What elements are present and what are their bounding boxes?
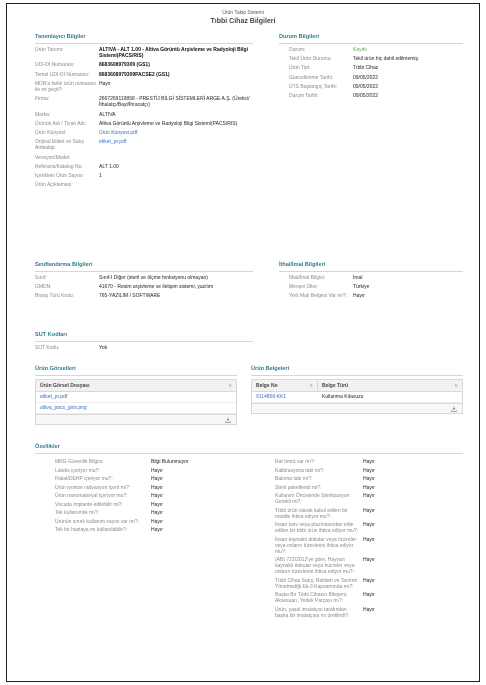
feature-row (55, 459, 275, 465)
feature-row (275, 508, 463, 520)
gorseller-section (35, 366, 237, 425)
tanimlayici-row (35, 173, 253, 179)
tanimlayici-row (35, 182, 253, 188)
feature-row (275, 578, 463, 590)
tanimlayici-section (35, 34, 253, 191)
field-label: İthal/İmal Bilgisi: (289, 275, 326, 281)
feature-label: Ürün iyonize radyasyon içerir mi?: (55, 484, 131, 491)
feature-value: Bilgi Bulunmuyor (151, 459, 189, 465)
sut-section (35, 332, 253, 354)
tanimlayici-row (35, 121, 253, 127)
feature-row (275, 476, 463, 482)
feature-label: Ftalat/DEHP içeriyor mu?: (55, 476, 113, 482)
table-row (36, 392, 236, 403)
field-label: Güncellenme Tarihi: (289, 74, 334, 81)
tanimlayici-row (35, 139, 253, 151)
section-title: Ürün Belgeleri (251, 366, 463, 376)
field-label: Orijinal Etiket ve Satış Ambalajı: (35, 139, 84, 152)
field-value: 765-YAZILIM / SOFTWARE (99, 293, 161, 300)
field-value: 8683608979309PACSE2 (GS1) (99, 71, 170, 78)
tanimlayici-row (35, 130, 253, 136)
feature-row (275, 468, 463, 474)
sort-icon: ⇅ (228, 382, 232, 388)
siniflandirma-row (35, 275, 253, 281)
field-value (99, 155, 253, 161)
system-subtitle: Ürün Takip Sistemi (222, 10, 264, 16)
feature-row (55, 527, 275, 533)
tanimlayici-row (35, 155, 253, 161)
document-type: Kullanma Kılavuzu (322, 394, 364, 400)
tanimlayici-row (35, 96, 253, 108)
feature-row (275, 522, 463, 534)
field-label: Branş Türü Kodu: (35, 293, 75, 300)
field-label: Ürün Künyesi: (35, 130, 67, 137)
field-value: 8683608979309 (GS1) (99, 62, 150, 69)
feature-value: Hayır (363, 522, 375, 528)
feature-row (55, 510, 275, 516)
image-file-link[interactable]: altiva_pacs_giris.png (40, 405, 87, 411)
feature-label: Başka Bir Tıbbi Cihazın Bileşeni, Aksesuarı, Yedek Parçası mı?: (275, 592, 348, 604)
feature-row (275, 557, 463, 575)
field-value: ALTIVA (99, 111, 116, 118)
feature-value: Hayır (151, 493, 163, 499)
field-label: Referans/Katalog No: (35, 163, 83, 170)
field-value: 09/05/2022 (353, 83, 379, 90)
feature-label: Tek bir hastaya mı kullanılabilir?: (55, 527, 128, 533)
field-value: Hayır (353, 293, 365, 300)
durum-row (289, 47, 463, 53)
feature-label: Lateks içeriyor mu?: (55, 467, 100, 474)
tanimlayici-row (35, 62, 253, 68)
ithal-section (279, 262, 463, 303)
table-footer (251, 404, 463, 414)
field-label: Ürün Tanımı: (35, 47, 64, 53)
field-value: 1 (99, 173, 102, 180)
feature-label: İnsan kanı veya plazmasından elde edilen bir tıbbi ürün ihtiva ediyor mu?: (275, 522, 359, 534)
feature-value: Hayır (151, 484, 163, 491)
feature-value: Hayır (151, 476, 163, 482)
feature-row (275, 592, 463, 604)
table-footer (35, 415, 237, 425)
feature-label: İnsan kaynaklı dokular veya hücreler veya onların türevlerini ihtiva ediyor mu?: (275, 536, 357, 555)
field-label: UDI-DI Numarası: (35, 62, 75, 69)
ithal-row (289, 293, 463, 299)
feature-row (275, 607, 463, 619)
siniflandirma-row (35, 284, 253, 290)
download-icon[interactable] (451, 406, 457, 412)
field-label: Marka: (35, 111, 51, 118)
field-label: SUT Kodu: (35, 345, 60, 351)
feature-row (55, 502, 275, 508)
field-label: Ürün Tipi: (289, 65, 311, 72)
file-link[interactable]: etiket_pr.pdf (99, 139, 127, 146)
feature-row (275, 537, 463, 555)
field-label: Menşei Ülke: (289, 284, 318, 291)
section-title: Durum Bilgileri (279, 34, 463, 44)
feature-label: Tıbbi Cihaz Satış, Reklam ve Tanıtım Yönetmeliği Ek-3 Kapsamında mı?: (275, 577, 358, 590)
table-row (252, 392, 462, 403)
ithal-row (289, 284, 463, 290)
feature-label: Kullanım Öncesinde Sterilizasyon Gerekli mi?: (275, 493, 350, 505)
column-header-belge-turu[interactable]: Belge Türü ⇅ (322, 382, 458, 389)
table-header (252, 380, 462, 392)
tanimlayici-row (35, 164, 253, 170)
feature-label: Ürünün sınırlı kullanım sayısı var mı?: (55, 518, 139, 525)
field-value: 09/05/2022 (353, 74, 379, 81)
table-header (36, 380, 236, 392)
field-value: 2667269119858 - PRESTİJ BİLGİ SİSTEMLERİ ARGE A.Ş. (Üretici/İthalatçı/Bayi/İhracatçı) (99, 96, 250, 109)
field-label: Versiyon/Model: (35, 154, 71, 161)
feature-value: Hayır (363, 606, 375, 613)
field-value: Kayıtlı (353, 47, 367, 53)
sut-row (35, 345, 253, 351)
table-row (36, 403, 236, 414)
field-value: Tekil ürün hiç dahil edilmemiş. (353, 56, 420, 63)
tanimlayici-row (35, 112, 253, 118)
feature-label: Tek kullanımlık mı?: (55, 510, 99, 516)
feature-row (55, 493, 275, 499)
field-value: Altiva Görüntü Arşivleme ve Radyoloji Bilgi Sistemi(PACS/RIS) (99, 120, 238, 127)
feature-value: Hayır (151, 527, 163, 533)
feature-label: Bakıma tabi mi?: (275, 476, 313, 482)
section-title: Sınıflandırma Bilgileri (35, 262, 253, 272)
images-table (35, 379, 237, 415)
ithal-row (289, 275, 463, 281)
feature-row (55, 519, 275, 525)
feature-label: Ürün nanomateryal içeriyor mu?: (55, 493, 128, 499)
file-link[interactable]: Ürün Künyesi.pdf (99, 130, 138, 137)
document-number-link[interactable]: 9114858-KK1 (256, 394, 287, 400)
siniflandirma-section (35, 262, 253, 303)
feature-value: Hayır (151, 467, 163, 474)
section-title: İthal/İmal Bilgileri (279, 262, 463, 272)
durum-row (289, 93, 463, 99)
field-label: Temel UDI-DI Numarası: (35, 71, 90, 78)
feature-value: Hayır (363, 467, 375, 474)
tanimlayici-row (35, 81, 253, 93)
field-label: GMDN: (35, 284, 52, 291)
field-label: Sınıf: (35, 275, 47, 281)
feature-row (275, 485, 463, 491)
feature-row (275, 493, 463, 505)
field-label: Firma: (35, 96, 50, 103)
field-value: Yok (99, 345, 108, 351)
feature-label: MRG Güvenlik Bilgisi: (55, 459, 104, 465)
feature-value: Hayır (151, 518, 163, 525)
feature-label: Steril paketlendi mi?: (275, 484, 322, 491)
field-value: Tıbbi Cihaz (353, 65, 379, 72)
feature-label: Tıbbi ürün olarak kabul edilen bir madde ihtiva ediyor mu?: (275, 507, 348, 520)
field-label: Durum Tarihi: (289, 93, 319, 100)
field-value: ALT 1.00 (99, 163, 119, 170)
field-value: Sınıf-I Diğer (steril ve ölçme fonksiyonu olmayan) (99, 275, 208, 281)
field-value: 41670 - Resim arşivleme ve iletişim sistemi, yazılım (99, 284, 214, 291)
feature-row (55, 485, 275, 491)
field-label: Yerli Malı Belgesi Var mı?: (289, 293, 348, 300)
feature-row (55, 468, 275, 474)
feature-value: Hayır (363, 507, 375, 514)
field-value: 09/05/2022 (353, 93, 379, 100)
field-label: ÜTS Başlangıç Tarihi: (289, 83, 337, 90)
durum-section (279, 34, 463, 102)
feature-value: Hayır (363, 493, 375, 499)
feature-value: Hayır (363, 536, 375, 543)
page-title: Tıbbi Cihaz Bilgileri (210, 18, 276, 25)
feature-row (275, 459, 463, 465)
sort-icon: ⇅ (454, 382, 458, 388)
feature-label: Ürün, yasal imalatçısı tarafından başka bir imalatçıya mı üretilirdi?: (275, 606, 350, 619)
feature-value: Hayır (363, 557, 375, 563)
feature-value: Hayır (363, 459, 375, 465)
field-value: Türkiye (353, 284, 370, 291)
field-label: Ürünün Adı / Ticari Adı: (35, 120, 87, 127)
field-label: MDR'a farklı ürün numarası ile mi geçti?: (35, 80, 96, 94)
tanimlayici-row (35, 72, 253, 78)
feature-value: Hayır (363, 577, 375, 584)
feature-label: Kalibrasyona tabi mi?: (275, 467, 325, 474)
column-header[interactable]: Ürün Görsel Dosyası ⇅ (40, 382, 232, 389)
section-title: Özellikler (35, 444, 463, 454)
ozellikler-section (35, 444, 463, 621)
feature-value: Hayır (151, 501, 163, 508)
siniflandirma-row (35, 293, 253, 299)
field-value (99, 182, 253, 188)
section-title: Ürün Görselleri (35, 366, 237, 376)
image-file-link[interactable]: etiket_pr.pdf (40, 394, 68, 400)
documents-table (251, 379, 463, 404)
field-label: Durum: (289, 47, 306, 53)
feature-value: Hayır (363, 476, 375, 482)
feature-label: Raf ömrü var mı?: (275, 459, 316, 465)
sort-icon: ⇅ (309, 383, 313, 388)
device-info-page (6, 3, 480, 682)
field-value: İmal (353, 275, 363, 281)
belgeler-section (251, 366, 463, 414)
field-value: Hayır (99, 80, 111, 87)
field-label: Ürün Açıklaması: (35, 182, 73, 189)
durum-row (289, 56, 463, 62)
feature-label: Vücuda implante edilebilir mi?: (55, 501, 123, 508)
column-header-belge-no[interactable]: Belge No ⇅ (252, 380, 318, 391)
section-title: SUT Kodları (35, 332, 253, 342)
feature-value: Hayır (363, 484, 375, 491)
durum-row (289, 65, 463, 71)
durum-row (289, 84, 463, 90)
download-icon[interactable] (225, 417, 231, 423)
durum-row (289, 75, 463, 81)
feature-value: Hayır (363, 592, 375, 598)
field-label: Tekil Ürün Durumu: (289, 56, 332, 63)
feature-label: (AB) 722/2012'ye göre, Hayvan kaynaklı dokular veya hücreler veya onların türevlerini ihtiva ediyor mu?: (275, 557, 355, 575)
feature-row (55, 476, 275, 482)
tanimlayici-row (35, 47, 253, 59)
field-value: ALTIVA - ALT 1.00 - Altiva Görüntü Arşivleme ve Radyoloji Bilgi Sistemi(PACS/RIS) (99, 47, 249, 60)
field-label: İçerikteki Ürün Sayısı: (35, 173, 84, 180)
feature-value: Hayır (151, 510, 163, 516)
section-title: Tanımlayıcı Bilgiler (35, 34, 253, 44)
